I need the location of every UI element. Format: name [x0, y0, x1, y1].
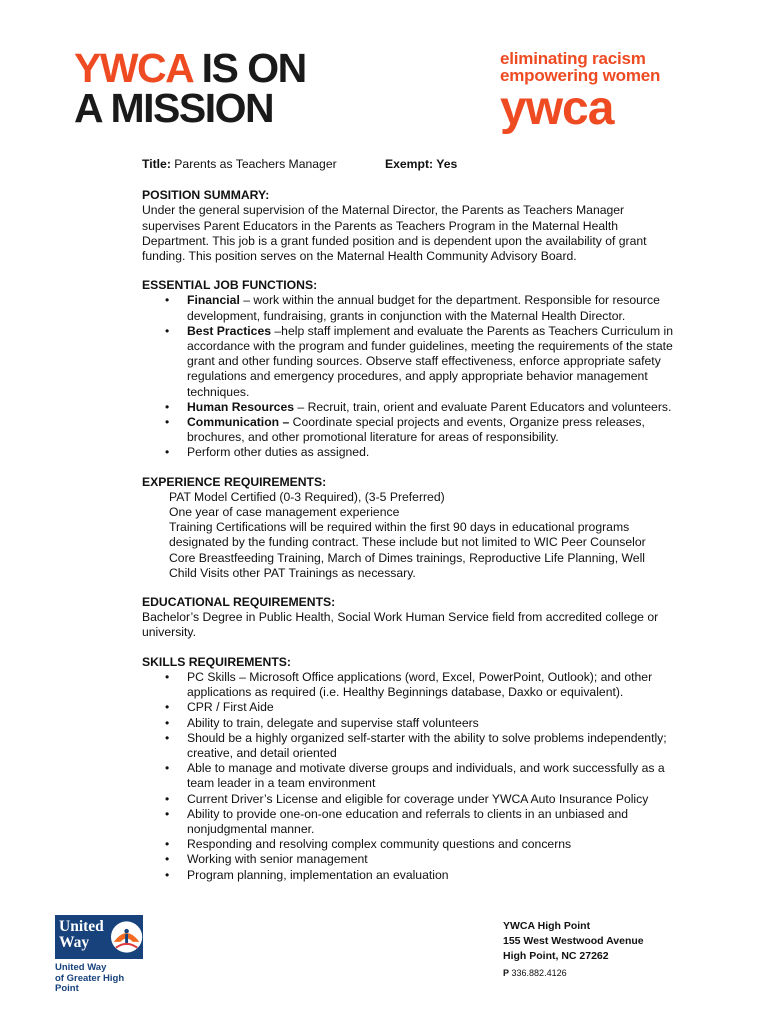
ywca-slogan-logo: [500, 49, 661, 135]
item-text: • Ability to train, delegate and supervise staff volunteers: [187, 715, 479, 730]
education-heading: EDUCATIONAL REQUIREMENTS:: [142, 595, 336, 610]
item-text: brochures, and other promotional literature for areas of responsibility.: [187, 430, 559, 445]
item-text: • Perform other duties as assigned.: [187, 445, 370, 460]
list-item: [187, 670, 702, 700]
united-way-wordmark: [55, 915, 108, 959]
position-summary-text: [142, 203, 702, 264]
list-item: [187, 415, 702, 445]
list-item: [187, 852, 702, 867]
experience-line: Training Certifications will be required within the first 90 days in educational programs: [169, 520, 630, 535]
summary-line: Under the general supervision of the Maternal Director, the Parents as Teachers Manager: [142, 203, 625, 218]
item-text: techniques.: [187, 384, 250, 399]
list-item: [187, 400, 702, 415]
united-way-caption: [55, 963, 147, 995]
logo-line1-rest: IS ON: [191, 45, 306, 91]
list-item: [187, 837, 702, 852]
list-item: [187, 716, 702, 731]
experience-line: PAT Model Certified (0-3 Required), (3-5 Preferred): [169, 489, 445, 504]
list-item: [187, 293, 702, 323]
list-item: [187, 324, 702, 400]
item-bold-label: Communication –: [187, 415, 290, 430]
item-text: development, fundraising, grants in conjunction with the Maternal Health Director.: [187, 308, 626, 323]
united-way-logo: [55, 915, 147, 995]
list-item: [187, 868, 702, 883]
ywca-is-on-a-mission-logo: [74, 45, 306, 131]
item-bold-label: Best Practices: [187, 323, 272, 338]
list-item: [187, 445, 702, 460]
slogan-line2: empowering women: [500, 66, 661, 85]
phone-value: 336.882.4126: [511, 968, 567, 978]
exempt-status: Exempt: Yes: [385, 157, 458, 171]
item-text: • Current Driver’s License and eligible for coverage under YWCA Auto Insurance Policy: [187, 791, 649, 806]
uw-caption-line2: of Greater High Point: [55, 972, 125, 994]
experience-line: designated by the funding contract. These include but not limited to WIC Peer Counselor: [169, 535, 646, 550]
item-text: • PC Skills – Microsoft Office applications (word, Excel, PowerPoint, Outlook); and other: [187, 669, 653, 684]
address-line2: 155 West Westwood Avenue: [503, 935, 644, 947]
list-item: [187, 792, 702, 807]
item-text: nonjudgmental manner.: [187, 821, 315, 836]
address-line1: YWCA High Point: [503, 920, 591, 932]
item-text: –help staff implement and evaluate the Parents as Teachers Curriculum in: [271, 323, 673, 338]
job-title: [142, 157, 385, 172]
item-text: • Program planning, implementation an evaluation: [187, 867, 449, 882]
position-summary-heading: POSITION SUMMARY:: [142, 188, 270, 203]
title-value: Parents as Teachers Manager: [174, 157, 337, 171]
summary-line: supervises Parent Educators in the Parents as Teachers Program in the Maternal Health: [142, 218, 619, 233]
uw-caption-line1: United Way: [55, 962, 107, 973]
uw-line2: Way: [59, 934, 90, 951]
item-text: • Should be a highly organized self-starter with the ability to solve problems independently;: [187, 730, 667, 745]
education-line: university.: [142, 625, 196, 640]
item-text: • Working with senior management: [187, 852, 368, 867]
item-text: • CPR / First Aide: [187, 700, 274, 715]
logo-line2: A MISSION: [74, 85, 274, 131]
item-text: Coordinate special projects and events, Organize press releases,: [289, 415, 645, 430]
item-text: – Recruit, train, orient and evaluate Parent Educators and volunteers.: [294, 399, 672, 414]
list-item: [187, 700, 702, 715]
list-item: [187, 807, 702, 837]
item-text: • Responding and resolving complex community questions and concerns: [187, 837, 572, 852]
summary-line: Department. This job is a grant funded position and is dependent upon the availability of grant: [142, 233, 647, 248]
essential-functions-list: [142, 293, 702, 460]
experience-text: [142, 490, 702, 581]
summary-line: funding. This position serves on the Maternal Health Community Advisory Board.: [142, 249, 577, 264]
essential-functions-heading: ESSENTIAL JOB FUNCTIONS:: [142, 278, 318, 293]
uw-line1: United: [59, 918, 104, 935]
united-way-hand-icon: [110, 920, 143, 954]
item-text: team leader in a team environment: [187, 776, 376, 791]
skills-list: [142, 670, 702, 883]
experience-line: Core Breastfeeding Training, March of Dimes trainings, Reproductive Life Planning, Well: [169, 550, 645, 565]
item-text: • Ability to provide one-on-one education and referrals to clients in an unbiased and: [187, 806, 629, 821]
item-text: • Able to manage and motivate diverse groups and individuals, and work successfully as a: [187, 761, 665, 776]
title-row: [142, 157, 702, 172]
slogan-line1: eliminating racism: [500, 49, 646, 68]
list-item: [187, 761, 702, 791]
logo-brand-text: YWCA: [74, 45, 192, 91]
ywca-wordmark: ywca: [500, 82, 614, 135]
ywca-address: [503, 919, 644, 981]
item-text: creative, and detail oriented: [187, 745, 337, 760]
phone-number: [503, 966, 644, 981]
phone-label: P: [503, 968, 510, 978]
skills-heading: SKILLS REQUIREMENTS:: [142, 654, 291, 669]
item-text: – work within the annual budget for the department. Responsible for resource: [239, 293, 660, 308]
item-text: regulations and emergency procedures, and apply appropriate behavior management: [187, 369, 648, 384]
experience-line: Child Visits other PAT Trainings as necessary.: [169, 565, 416, 580]
list-item: [187, 731, 702, 761]
item-text: accordance with the program and funder guidelines, meeting the requirements of the state: [187, 339, 673, 354]
item-text: grant and other funding sources. Observe staff effectiveness, enforce appropriate safety: [187, 354, 661, 369]
item-text: applications as required (i.e. Healthy Beginnings database, Daxko or equivalent).: [187, 685, 624, 700]
title-label: Title:: [142, 157, 171, 171]
education-line: Bachelor’s Degree in Public Health, Social Work Human Service field from accredited college or: [142, 610, 659, 625]
united-way-mark: [55, 915, 143, 959]
experience-line: One year of case management experience: [169, 505, 400, 520]
item-bold-label: Human Resources: [187, 399, 295, 414]
job-description: [142, 157, 702, 883]
education-text: [142, 610, 702, 640]
item-bold-label: Financial: [187, 293, 240, 308]
experience-heading: EXPERIENCE REQUIREMENTS:: [142, 474, 327, 489]
address-line3: High Point, NC 27262: [503, 950, 609, 962]
